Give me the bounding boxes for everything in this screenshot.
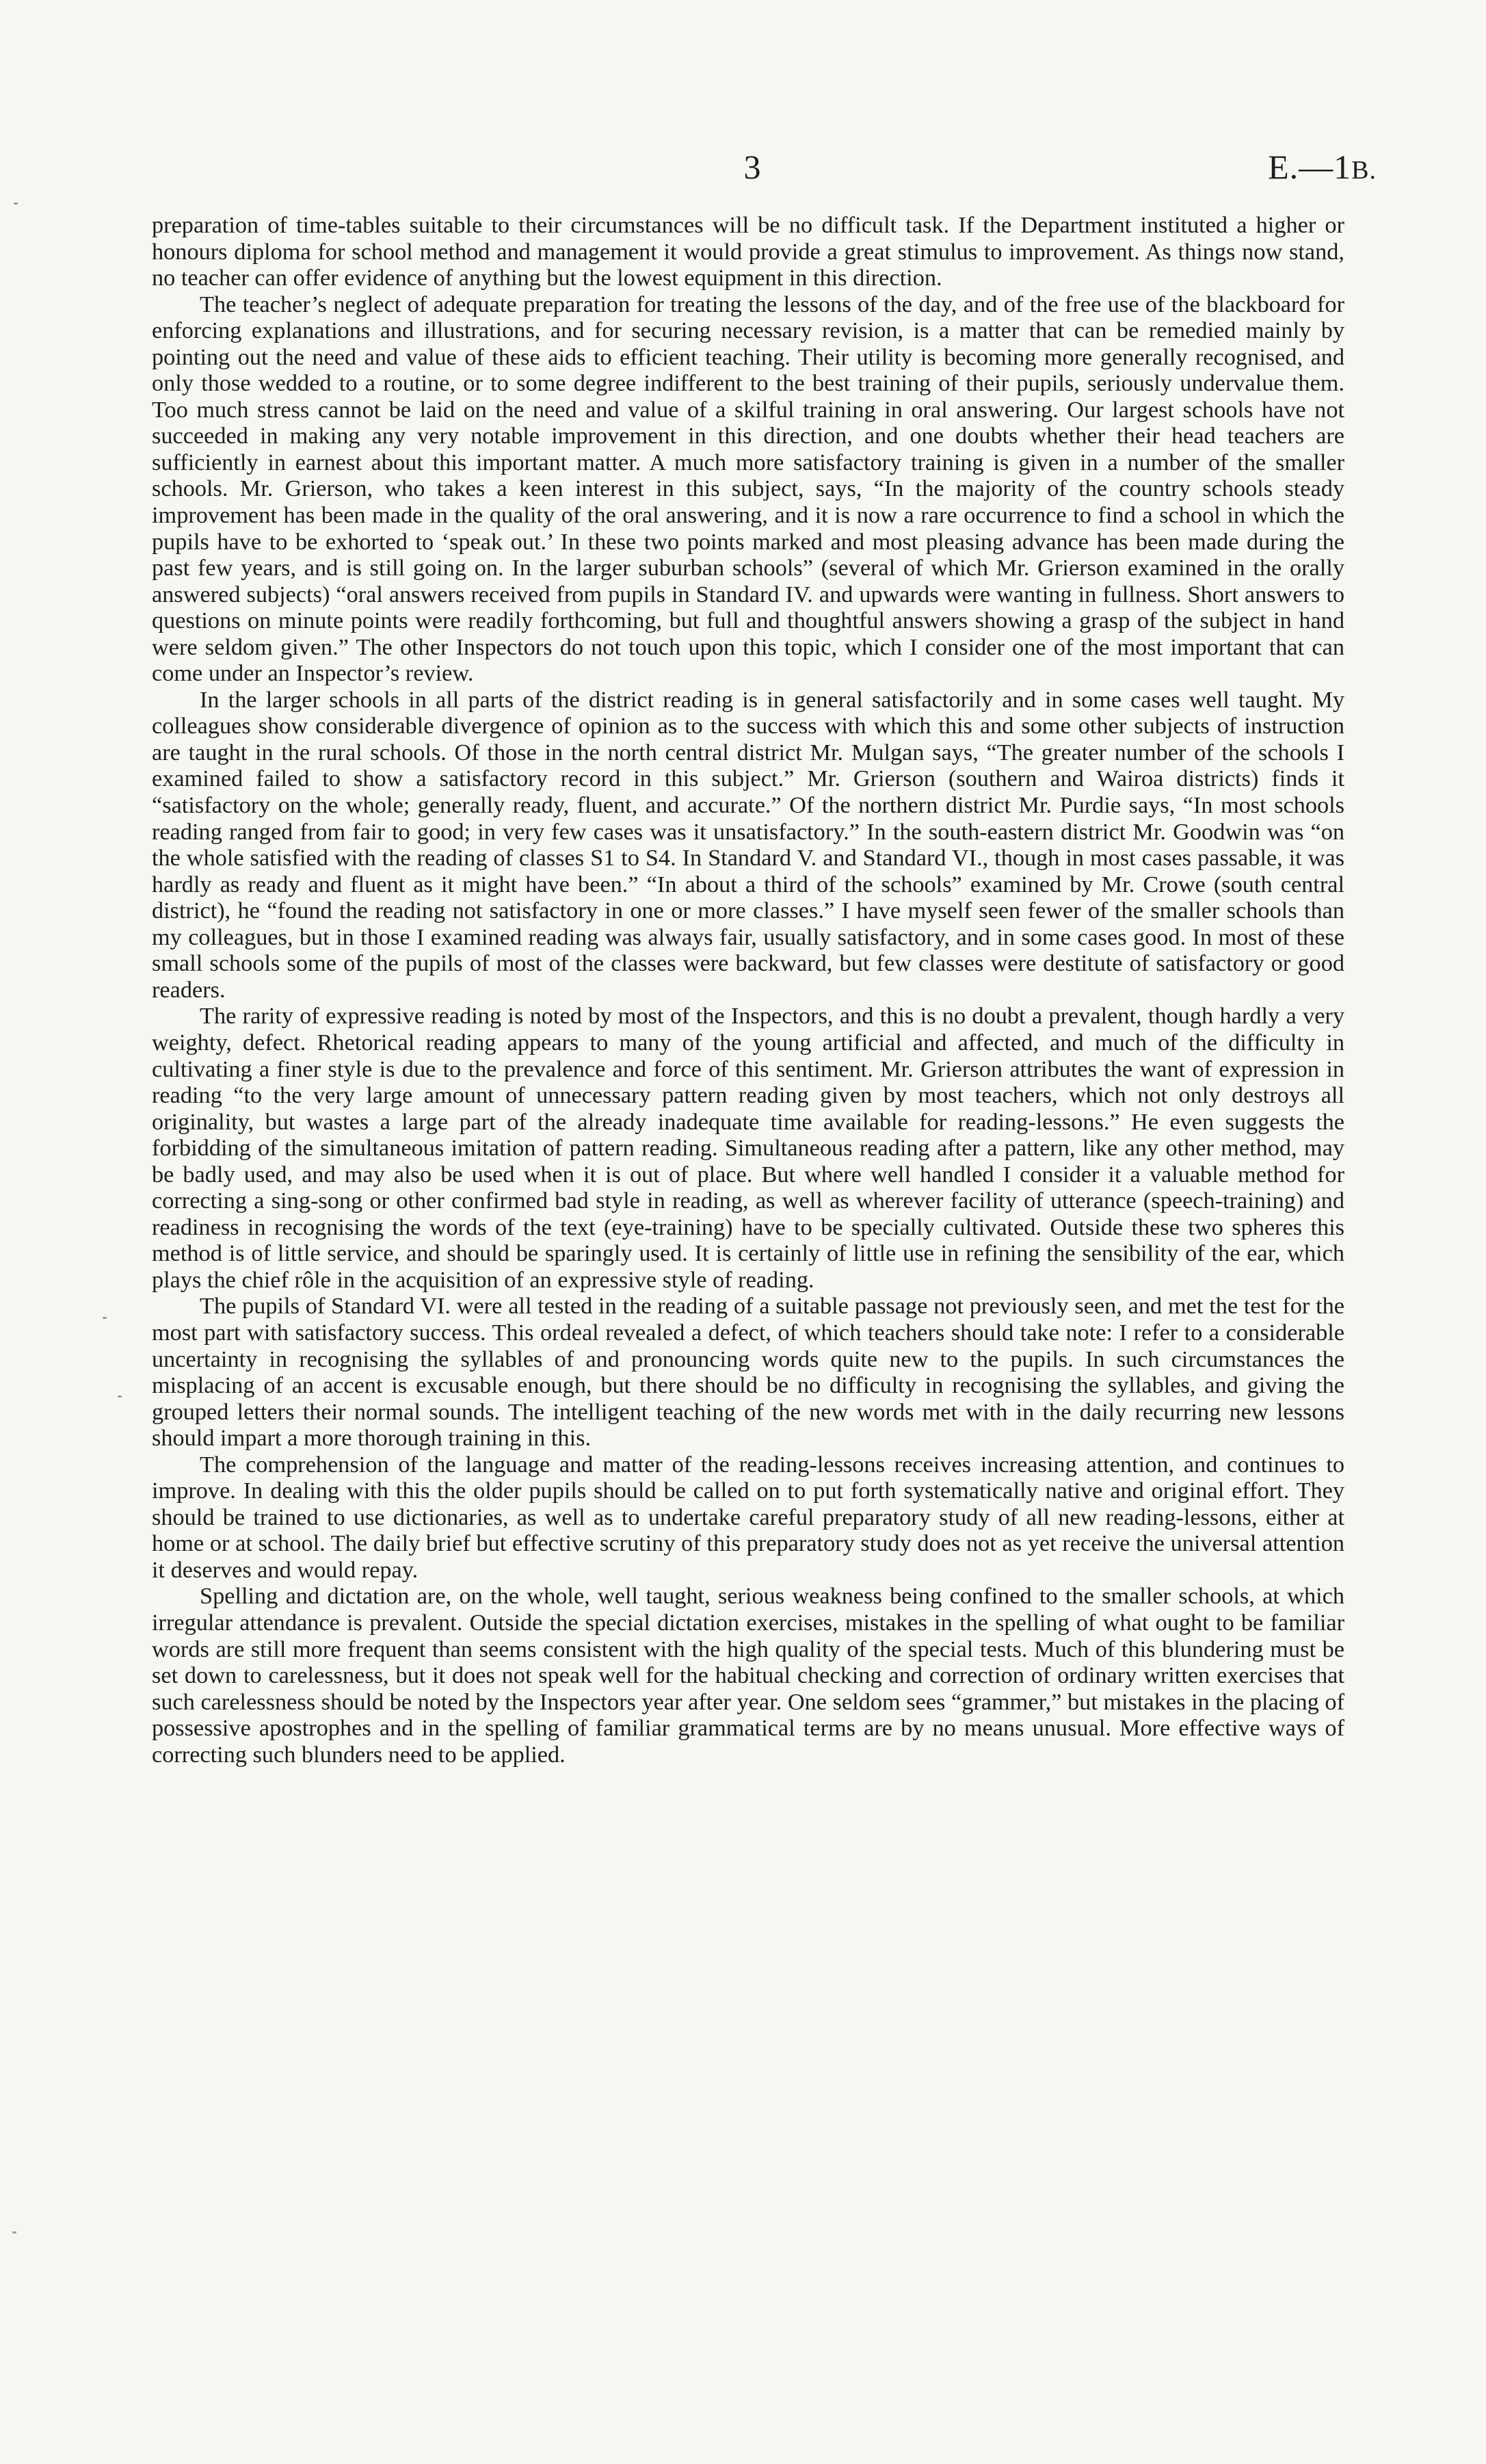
- paragraph-comprehension: The comprehension of the language and matter of the reading-lessons receives increasing attention, and continues to improve. In dealing with this the older pupils should be called on to put forth systematically native and original effort. They should be trained to use dictionaries, as well as to undertake careful preparatory study of all new reading-lessons, either at home or at school. The daily brief but effective scrutiny of this preparatory study does not as yet receive the universal attention it deserves and would repay.: [152, 1451, 1344, 1583]
- paragraph-expressive-reading: The rarity of expressive reading is noted by most of the Inspectors, and this is no doubt a prevalent, though hardly a very weighty, defect. Rhetorical reading appears to many of the young artificial and affected, and much of the difficulty in cultivating a finer style is due to the prevalence and force of this sentiment. Mr. Grierson attributes the want of expression in reading “to the very large amount of unnecessary pattern reading given by most teachers, which not only destroys all originality, but wastes a large part of the already inadequate time available for reading-lessons.” He even suggests the forbidding of the simultaneous imitation of pattern reading. Simultaneous reading after a pattern, like any other method, may be badly used, and may also be used when it is out of place. But where well handled I consider it a valuable method for correcting a sing-song or other confirmed bad style in reading, as well as wherever facility of utterance (speech-training) and readiness in recognising the words of the text (eye-training) have to be specially cultivated. Outside these two spheres this method is of little service, and should be sparingly used. It is certainly of little use in refining the sensibility of the ear, which plays the chief rôle in the acquisition of an expressive style of reading.: [152, 1003, 1344, 1293]
- scan-speck: [118, 1395, 122, 1398]
- paragraph-time-tables: preparation of time-tables suitable to their circumstances will be no difficult task. If the Department instituted a higher or honours diploma for school method and management it would provide a great stimulus to improvement. As things now stand, no teacher can offer evidence of anything but the lowest equipment in this direction.: [152, 212, 1344, 291]
- paragraph-spelling: Spelling and dictation are, on the whole, well taught, serious weakness being confined to the smaller schools, at which irregular attendance is prevalent. Outside the special dictation exercises, mistakes in the spelling of what ought to be familiar words are still more frequent than seems consistent with the high quality of the special tests. Much of this blundering must be set down to carelessness, but it does not speak well for the habitual checking and correction of ordinary written exercises that such carelessness should be noted by the Inspectors year after year. One seldom sees “grammer,” but mistakes in the placing of possessive apostrophes and in the spelling of familiar grammatical terms are by no means unusual. More effective ways of correcting such blunders need to be applied.: [152, 1583, 1344, 1768]
- paragraph-oral-answering: The teacher’s neglect of adequate preparation for treating the lessons of the day, and of the free use of the blackboard for enforcing explanations and illustrations, and for securing necessary revision, is a matter that can be remedied mainly by pointing out the need and value of these aids to efficient teaching. Their utility is becoming more generally recognised, and only those wedded to a routine, or to some degree indifferent to the best training of their pupils, seriously undervalue them. Too much stress cannot be laid on the need and value of a skilful training in oral answering. Our largest schools have not succeeded in making any very notable improvement in this direction, and one doubts whether their head teachers are sufficiently in earnest about this important matter. A much more satisfactory training is given in a number of the smaller schools. Mr. Grierson, who takes a keen interest in this subject, says, “In the majority of the country schools steady improvement has been made in the quality of the oral answering, and it is now a rare occurrence to find a school in which the pupils have to be exhorted to ‘speak out.’ In these two points marked and most pleasing advance has been made during the past few years, and is still going on. In the larger suburban schools” (several of which Mr. Grierson examined in the orally answered subjects) “oral answers received from pupils in Standard IV. and upwards were wanting in fullness. Short answers to questions on minute points were readily forthcoming, but full and thoughtful answers showing a grasp of the subject in hand were seldom given.” The other Inspectors do not touch upon this topic, which I consider one of the most important that can come under an Inspector’s review.: [152, 291, 1344, 687]
- body-text: [152, 212, 1344, 1768]
- scan-speck: [12, 2231, 16, 2233]
- scan-speck: [103, 1317, 107, 1319]
- series-reference: [1268, 147, 1377, 187]
- series-ref-suffix: B.: [1351, 156, 1377, 185]
- scan-speck: [14, 202, 18, 205]
- page-number: 3: [743, 148, 761, 186]
- series-ref-main: E.—1: [1268, 148, 1352, 186]
- paragraph-reading: In the larger schools in all parts of the district reading is in general satisfactorily and in some cases well taught. My colleagues show considerable divergence of opinion as to the success with which this and some other subjects of instruction are taught in the rural schools. Of those in the north central district Mr. Mulgan says, “The greater number of the schools I examined failed to show a satisfactory record in this subject.” Mr. Grierson (southern and Wairoa districts) finds it “satisfactory on the whole; generally ready, fluent, and accurate.” Of the northern district Mr. Purdie says, “In most schools reading ranged from fair to good; in very few cases was it unsatisfactory.” In the south-eastern district Mr. Goodwin was “on the whole satisfied with the reading of classes S1 to S4. In Standard V. and Standard VI., though in most cases passable, it was hardly as ready and fluent as it might have been.” “In about a third of the schools” examined by Mr. Crowe (south central district), he “found the reading not satisfactory in one or more classes.” I have myself seen fewer of the smaller schools than my colleagues, but in those I examined reading was always fair, usually satisfactory, and in some cases good. In most of these small schools some of the pupils of most of the classes were backward, but few classes were destitute of satisfactory or good readers.: [152, 686, 1344, 1003]
- paragraph-standard-vi: The pupils of Standard VI. were all tested in the reading of a suitable passage not previously seen, and met the test for the most part with satisfactory success. This ordeal revealed a defect, of which teachers should take note: I refer to a considerable uncertainty in recognising the syllables of and pronouncing words quite new to the pupils. In such circumstances the misplacing of an accent is excusable enough, but there should be no difficulty in recognising the syllables, and giving the grouped letters their normal sounds. The intelligent teaching of the new words met with in the daily recurring new lessons should impart a more thorough training in this.: [152, 1293, 1344, 1452]
